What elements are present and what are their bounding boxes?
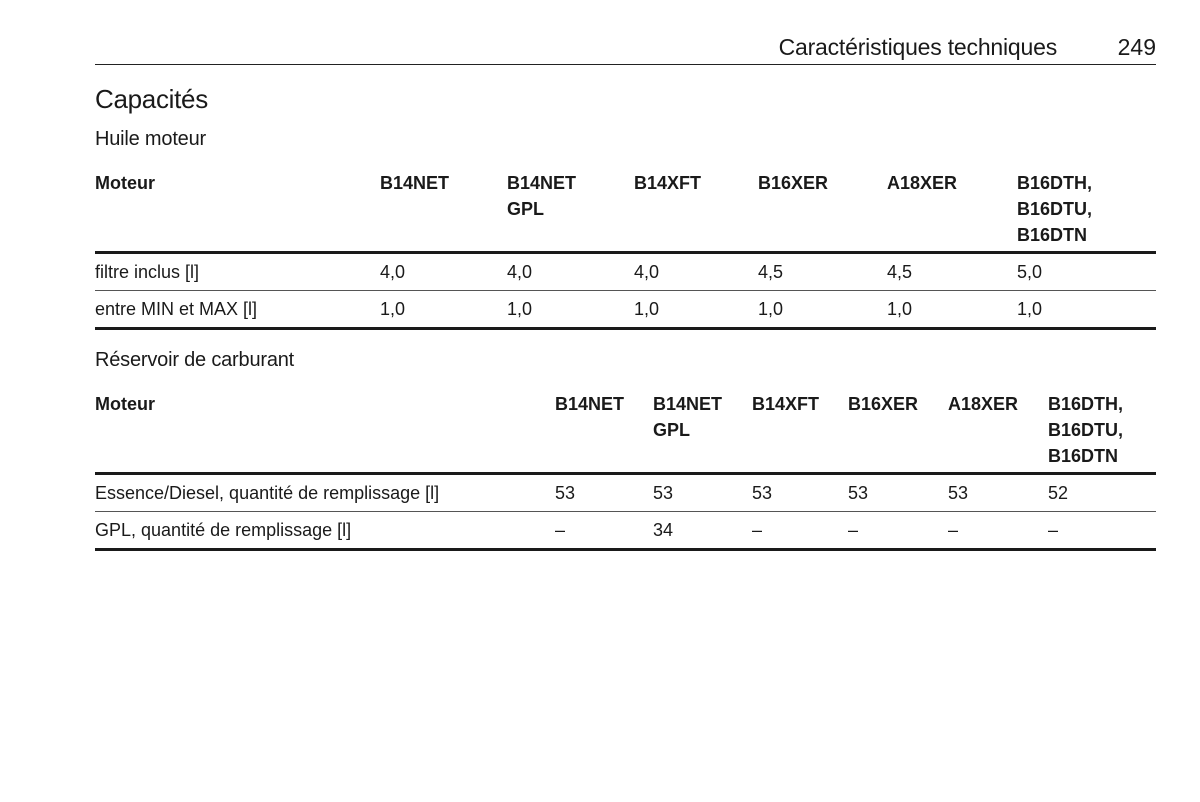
table-cell: 1,0: [634, 298, 660, 319]
page-header: [95, 32, 1156, 65]
table-cell: 52: [1048, 482, 1069, 503]
oil-capacity-table: [95, 170, 1156, 330]
table-cell: 53: [848, 482, 869, 503]
column-header: B16DTH, B16DTU, B16DTN: [1017, 173, 1093, 245]
table-cell: 4,5: [887, 261, 913, 282]
table-cell: 1,0: [380, 298, 406, 319]
table-cell: 4,5: [758, 261, 784, 282]
column-header: B14NET GPL: [653, 394, 723, 440]
table-cell: –: [848, 519, 859, 540]
table-cell: 1,0: [1017, 298, 1043, 319]
page-number: 249: [1117, 34, 1156, 60]
table-cell: 4,0: [507, 261, 533, 282]
table-cell: 1,0: [507, 298, 533, 319]
table-cell: 53: [752, 482, 773, 503]
column-header: B14XFT: [752, 394, 820, 414]
column-header: B14NET: [555, 394, 625, 414]
column-header: B14NET: [380, 173, 450, 193]
page-title: Capacités: [95, 84, 208, 114]
oil-subtitle: Huile moteur: [95, 128, 206, 150]
fuel-capacity-table: [95, 391, 1156, 551]
table-cell: 1,0: [887, 298, 913, 319]
row-label: GPL, quantité de remplissage [l]: [95, 519, 352, 540]
table-cell: –: [948, 519, 959, 540]
table-cell: –: [1048, 519, 1059, 540]
table-cell: 53: [555, 482, 576, 503]
column-header: B16XER: [848, 394, 919, 414]
table-row: [95, 291, 1156, 329]
table-row: [95, 474, 1156, 512]
column-header: B16DTH, B16DTU, B16DTN: [1048, 394, 1124, 466]
column-header: B14XFT: [634, 173, 702, 193]
table-cell: 4,0: [380, 261, 406, 282]
table-cell: –: [555, 519, 566, 540]
table-cell: 4,0: [634, 261, 660, 282]
column-header: B14NET GPL: [507, 173, 577, 219]
table-cell: 53: [948, 482, 969, 503]
column-header: A18XER: [948, 394, 1019, 414]
row-label: filtre inclus [l]: [95, 261, 200, 282]
column-header: A18XER: [887, 173, 958, 193]
row-label: Essence/Diesel, quantité de remplissage [l]: [95, 482, 440, 503]
table-cell: 53: [653, 482, 674, 503]
table-header-row: [95, 391, 1156, 474]
table-cell: 34: [653, 519, 674, 540]
column-header: B16XER: [758, 173, 829, 193]
section-name: Caractéristiques techniques: [778, 34, 1057, 60]
table-cell: 5,0: [1017, 261, 1043, 282]
column-header: Moteur: [95, 394, 155, 414]
table-cell: 1,0: [758, 298, 784, 319]
table-cell: –: [752, 519, 763, 540]
table-row: [95, 253, 1156, 291]
table-row: [95, 512, 1156, 550]
row-label: entre MIN et MAX [l]: [95, 298, 258, 319]
table-header-row: [95, 170, 1156, 253]
fuel-subtitle: Réservoir de carburant: [95, 349, 295, 371]
column-header: Moteur: [95, 173, 155, 193]
